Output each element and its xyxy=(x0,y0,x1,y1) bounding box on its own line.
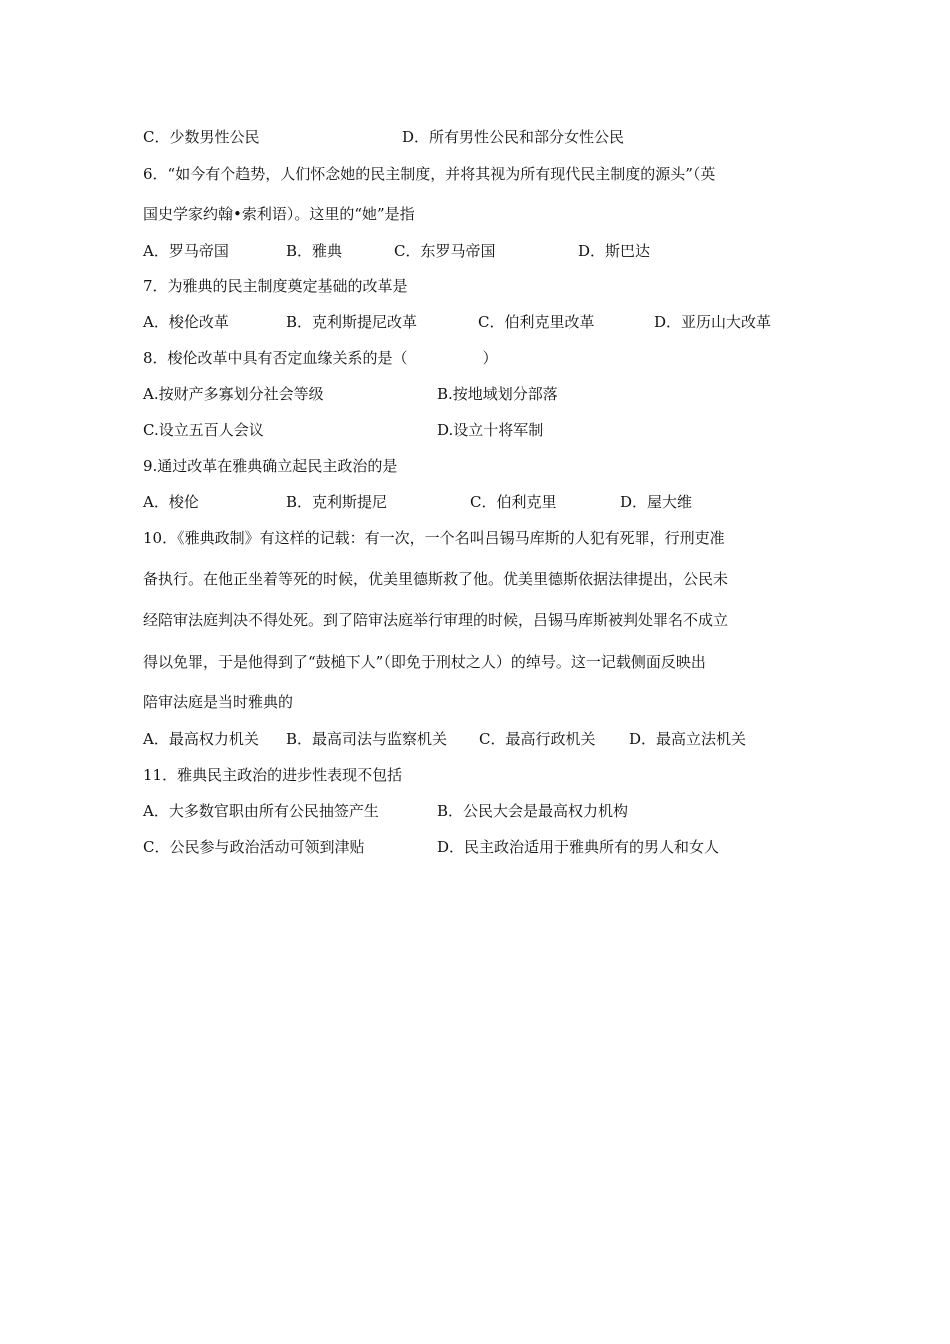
q11-stem: 11．雅典民主政治的进步性表现不包括 xyxy=(143,766,403,784)
q10-stem-line-5: 陪审法庭是当时雅典的 xyxy=(143,693,294,711)
q9-option-b: B．克利斯提尼 xyxy=(286,493,388,511)
q6-stem-line-2: 国史学家约翰•索利语）。这里的“她”是指 xyxy=(143,205,415,223)
q5-option-c: C．少数男性公民 xyxy=(143,128,260,146)
q10-stem-line-2: 备执行。在他正坐着等死的时候，优美里德斯救了他。优美里德斯依据法律提出，公民未 xyxy=(143,570,729,588)
q7-option-d: D．亚历山大改革 xyxy=(654,313,772,331)
q10-option-d: D．最高立法机关 xyxy=(629,730,747,748)
q10-option-b: B．最高司法与监察机关 xyxy=(286,730,448,748)
q5-option-d: D．所有男性公民和部分女性公民 xyxy=(402,128,625,146)
q7-stem: 7．为雅典的民主制度奠定基础的改革是 xyxy=(143,277,408,295)
q10-option-a: A．最高权力机关 xyxy=(143,730,259,748)
q10-stem-line-1: 10．《雅典政制》有这样的记载：有一次，一个名叫吕锡马库斯的人犯有死罪，行刑吏准 xyxy=(143,529,725,547)
q6-stem-line-1: 6．“如今有个趋势，人们怀念她的民主制度，并将其视为所有现代民主制度的源头”（英 xyxy=(143,165,716,183)
q6-option-c: C．东罗马帝国 xyxy=(394,242,496,260)
q7-option-b: B．克利斯提尼改革 xyxy=(286,313,418,331)
q11-option-a: A．大多数官职由所有公民抽签产生 xyxy=(143,802,379,820)
q10-option-c: C．最高行政机关 xyxy=(479,730,596,748)
q8-option-a: A.按财产多寡划分社会等级 xyxy=(143,385,324,403)
q11-option-c: C．公民参与政治活动可领到津贴 xyxy=(143,838,365,856)
q11-option-d: D．民主政治适用于雅典所有的男人和女人 xyxy=(437,838,720,856)
q7-option-a: A．梭伦改革 xyxy=(143,313,229,331)
q6-option-d: D．斯巴达 xyxy=(578,242,651,260)
q7-option-c: C．伯利克里改革 xyxy=(478,313,595,331)
q6-option-a: A．罗马帝国 xyxy=(143,242,229,260)
q9-option-c: C．伯利克里 xyxy=(470,493,557,511)
q8-option-c: C.设立五百人会议 xyxy=(143,421,264,439)
q6-option-b: B．雅典 xyxy=(286,242,343,260)
q9-stem: 9.通过改革在雅典确立起民主政治的是 xyxy=(143,457,398,475)
q10-stem-line-3: 经陪审法庭判决不得处死。到了陪审法庭举行审理的时候，吕锡马库斯被判处罪名不成立 xyxy=(143,611,729,629)
q8-option-b: B.按地域划分部落 xyxy=(437,385,558,403)
q10-stem-line-4: 得以免罪，于是他得到了“鼓槌下人”（即免于刑杖之人）的绰号。这一记载侧面反映出 xyxy=(143,653,706,671)
q8-option-d: D.设立十将军制 xyxy=(437,421,544,439)
q9-option-a: A．梭伦 xyxy=(143,493,199,511)
q8-stem: 8．梭伦改革中具有否定血缘关系的是（ ） xyxy=(143,349,498,367)
q11-option-b: B．公民大会是最高权力机构 xyxy=(437,802,629,820)
q9-option-d: D．屋大维 xyxy=(620,493,693,511)
